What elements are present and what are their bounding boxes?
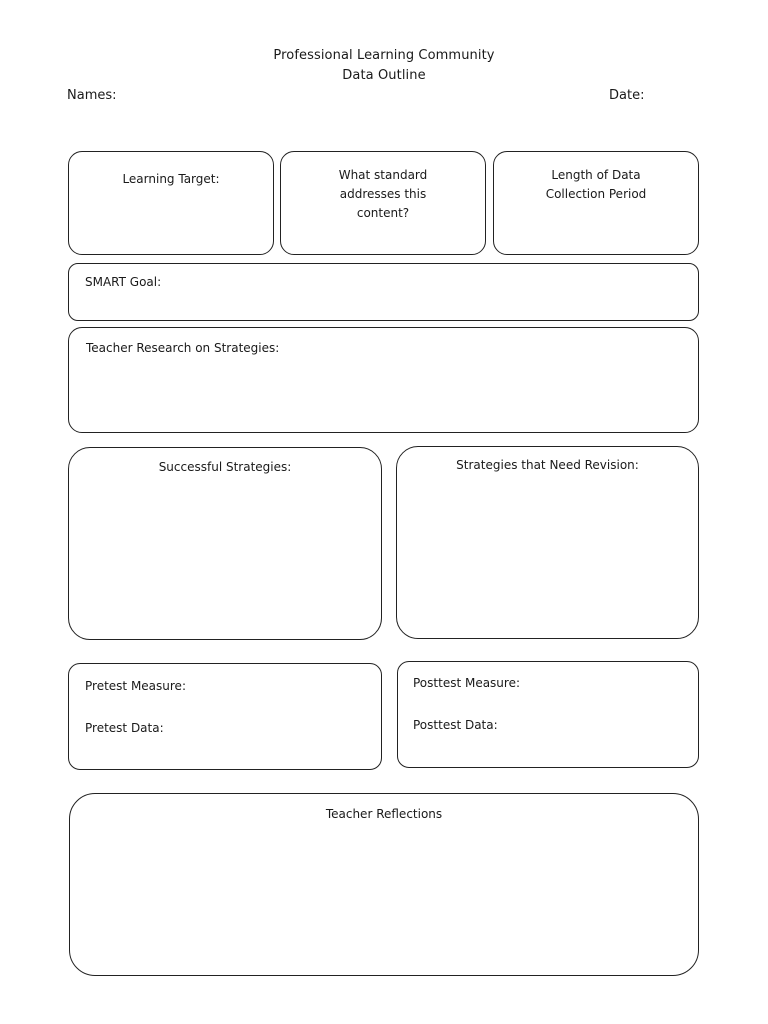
successful-strategies-label: Successful Strategies: <box>158 460 292 474</box>
page-title: Professional Learning Community <box>273 48 495 63</box>
strategies-need-revision-label: Strategies that Need Revision: <box>456 458 639 472</box>
smart-goal-box[interactable] <box>68 263 699 321</box>
learning-target-label: Learning Target: <box>122 172 220 186</box>
successful-strategies-box[interactable] <box>68 447 382 640</box>
teacher-reflections-box[interactable] <box>69 793 699 976</box>
standard-box[interactable] <box>280 151 486 255</box>
page-subtitle: Data Outline <box>342 68 426 83</box>
strategies-need-revision-box[interactable] <box>396 446 699 639</box>
date-label: Date: <box>609 88 645 103</box>
smart-goal-label: SMART Goal: <box>85 275 162 289</box>
posttest-data-label: Posttest Data: <box>413 718 498 732</box>
posttest-box[interactable] <box>397 661 699 768</box>
teacher-research-box[interactable] <box>68 327 699 433</box>
pretest-measure-label: Pretest Measure: <box>85 679 186 693</box>
posttest-measure-label: Posttest Measure: <box>413 676 521 690</box>
data-collection-length-label: Length of Data Collection Period <box>545 168 647 201</box>
pretest-box[interactable] <box>68 663 382 770</box>
teacher-research-label: Teacher Research on Strategies: <box>86 341 280 355</box>
data-collection-length-box[interactable] <box>493 151 699 255</box>
standard-label: What standard addresses this content? <box>338 168 428 220</box>
names-label: Names: <box>67 88 117 103</box>
teacher-reflections-label: Teacher Reflections <box>325 807 443 821</box>
pretest-data-label: Pretest Data: <box>85 721 164 735</box>
learning-target-box[interactable] <box>68 151 274 255</box>
